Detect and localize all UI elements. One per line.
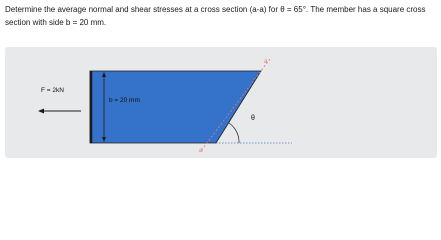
angle-arc [229, 123, 239, 143]
figure-panel [5, 47, 437, 158]
member-diagram [5, 47, 437, 158]
section-label-top: a [264, 58, 268, 65]
angle-label: θ [251, 115, 255, 122]
side-length-label: b = 20 mm [109, 97, 140, 104]
force-arrow-head [38, 109, 44, 114]
force-label: F = 2kN [41, 87, 64, 94]
member-body [90, 71, 261, 143]
problem-statement: Determine the average normal and shear stresses at a cross section (a-a) for θ = 65°. The member has a square cross section with side b = 20 mm. [5, 5, 426, 27]
section-label-bottom: a [199, 147, 203, 154]
